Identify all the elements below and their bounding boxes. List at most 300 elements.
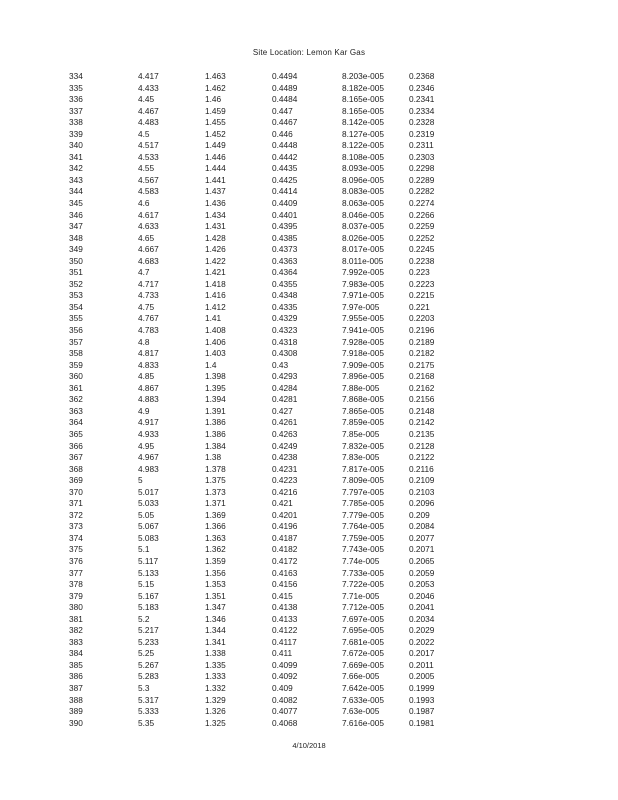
row-index-cell: 370 xyxy=(69,486,83,497)
col-value-2-cell: 1.363 xyxy=(205,532,226,543)
table-row xyxy=(0,337,618,349)
col-value-5-cell: 0.2071 xyxy=(409,544,435,555)
row-index-cell: 368 xyxy=(69,463,83,474)
row-index-cell: 389 xyxy=(69,706,83,717)
col-value-5-cell: 0.2034 xyxy=(409,613,435,624)
col-value-2-cell: 1.428 xyxy=(205,232,226,243)
col-value-1-cell: 4.767 xyxy=(138,313,159,324)
col-value-2-cell: 1.434 xyxy=(205,209,226,220)
col-value-3-cell: 0.4216 xyxy=(272,486,298,497)
col-value-1-cell: 4.65 xyxy=(138,232,155,243)
col-value-1-cell: 4.717 xyxy=(138,278,159,289)
col-value-5-cell: 0.1987 xyxy=(409,706,435,717)
row-index-cell: 378 xyxy=(69,579,83,590)
col-value-1-cell: 5.283 xyxy=(138,671,159,682)
col-value-3-cell: 0.4284 xyxy=(272,382,298,393)
col-value-4-cell: 7.71e-005 xyxy=(342,590,380,601)
col-value-4-cell: 8.108e-005 xyxy=(342,151,384,162)
col-value-4-cell: 7.865e-005 xyxy=(342,405,384,416)
col-value-3-cell: 0.4318 xyxy=(272,336,298,347)
col-value-1-cell: 4.833 xyxy=(138,359,159,370)
col-value-4-cell: 7.859e-005 xyxy=(342,417,384,428)
col-value-1-cell: 4.95 xyxy=(138,440,155,451)
col-value-1-cell: 4.5 xyxy=(138,128,150,139)
col-value-3-cell: 0.4238 xyxy=(272,452,298,463)
col-value-3-cell: 0.4425 xyxy=(272,174,298,185)
col-value-3-cell: 0.4201 xyxy=(272,509,298,520)
col-value-2-cell: 1.359 xyxy=(205,555,226,566)
col-value-1-cell: 5.033 xyxy=(138,498,159,509)
col-value-3-cell: 0.4385 xyxy=(272,232,298,243)
col-value-3-cell: 0.4489 xyxy=(272,82,298,93)
col-value-3-cell: 0.4138 xyxy=(272,602,298,613)
col-value-3-cell: 0.4196 xyxy=(272,521,298,532)
col-value-4-cell: 7.733e-005 xyxy=(342,567,384,578)
col-value-5-cell: 0.1993 xyxy=(409,694,435,705)
table-row xyxy=(0,152,618,164)
row-index-cell: 348 xyxy=(69,232,83,243)
table-row xyxy=(0,475,618,487)
col-value-2-cell: 1.384 xyxy=(205,440,226,451)
col-value-1-cell: 5.2 xyxy=(138,613,150,624)
col-value-3-cell: 0.4435 xyxy=(272,163,298,174)
col-value-3-cell: 0.4409 xyxy=(272,198,298,209)
col-value-5-cell: 0.2259 xyxy=(409,221,435,232)
col-value-3-cell: 0.4414 xyxy=(272,186,298,197)
table-row xyxy=(0,267,618,279)
col-value-4-cell: 8.046e-005 xyxy=(342,209,384,220)
row-index-cell: 373 xyxy=(69,521,83,532)
col-value-1-cell: 5 xyxy=(138,475,143,486)
col-value-4-cell: 7.97e-005 xyxy=(342,301,380,312)
row-index-cell: 367 xyxy=(69,452,83,463)
col-value-4-cell: 7.779e-005 xyxy=(342,509,384,520)
col-value-4-cell: 7.672e-005 xyxy=(342,648,384,659)
col-value-2-cell: 1.346 xyxy=(205,613,226,624)
row-index-cell: 377 xyxy=(69,567,83,578)
col-value-5-cell: 0.2041 xyxy=(409,602,435,613)
col-value-4-cell: 7.909e-005 xyxy=(342,359,384,370)
col-value-1-cell: 4.867 xyxy=(138,382,159,393)
col-value-4-cell: 8.203e-005 xyxy=(342,71,384,81)
col-value-5-cell: 0.221 xyxy=(409,301,430,312)
table-row xyxy=(0,221,618,233)
col-value-4-cell: 8.122e-005 xyxy=(342,140,384,151)
col-value-5-cell: 0.2022 xyxy=(409,636,435,647)
col-value-3-cell: 0.4329 xyxy=(272,313,298,324)
col-value-3-cell: 0.4364 xyxy=(272,267,298,278)
col-value-2-cell: 1.444 xyxy=(205,163,226,174)
col-value-2-cell: 1.395 xyxy=(205,382,226,393)
col-value-5-cell: 0.2368 xyxy=(409,71,435,81)
table-row xyxy=(0,660,618,672)
col-value-1-cell: 5.3 xyxy=(138,682,150,693)
col-value-1-cell: 5.333 xyxy=(138,706,159,717)
col-value-5-cell: 0.2274 xyxy=(409,198,435,209)
col-value-1-cell: 5.1 xyxy=(138,544,150,555)
col-value-2-cell: 1.41 xyxy=(205,313,222,324)
table-row xyxy=(0,625,618,637)
row-index-cell: 383 xyxy=(69,636,83,647)
col-value-2-cell: 1.462 xyxy=(205,82,226,93)
col-value-4-cell: 7.85e-005 xyxy=(342,428,380,439)
col-value-1-cell: 4.75 xyxy=(138,301,155,312)
col-value-1-cell: 4.617 xyxy=(138,209,159,220)
col-value-2-cell: 1.452 xyxy=(205,128,226,139)
row-index-cell: 351 xyxy=(69,267,83,278)
col-value-2-cell: 1.412 xyxy=(205,301,226,312)
row-index-cell: 336 xyxy=(69,94,83,105)
col-value-2-cell: 1.373 xyxy=(205,486,226,497)
col-value-5-cell: 0.2215 xyxy=(409,290,435,301)
col-value-1-cell: 5.117 xyxy=(138,555,159,566)
col-value-2-cell: 1.366 xyxy=(205,521,226,532)
col-value-1-cell: 5.317 xyxy=(138,694,159,705)
col-value-5-cell: 0.2053 xyxy=(409,579,435,590)
col-value-3-cell: 0.4261 xyxy=(272,417,298,428)
col-value-5-cell: 0.2238 xyxy=(409,255,435,266)
col-value-2-cell: 1.46 xyxy=(205,94,222,105)
col-value-1-cell: 4.55 xyxy=(138,163,155,174)
col-value-1-cell: 4.8 xyxy=(138,336,150,347)
col-value-5-cell: 0.2182 xyxy=(409,348,435,359)
table-row xyxy=(0,129,618,141)
col-value-1-cell: 4.433 xyxy=(138,82,159,93)
col-value-5-cell: 0.2252 xyxy=(409,232,435,243)
table-row xyxy=(0,591,618,603)
col-value-1-cell: 4.567 xyxy=(138,174,159,185)
col-value-1-cell: 5.233 xyxy=(138,636,159,647)
col-value-1-cell: 5.017 xyxy=(138,486,159,497)
col-value-1-cell: 4.483 xyxy=(138,117,159,128)
row-index-cell: 358 xyxy=(69,348,83,359)
col-value-5-cell: 0.2017 xyxy=(409,648,435,659)
col-value-5-cell: 0.2298 xyxy=(409,163,435,174)
col-value-1-cell: 4.467 xyxy=(138,105,159,116)
row-index-cell: 375 xyxy=(69,544,83,555)
col-value-2-cell: 1.406 xyxy=(205,336,226,347)
table-row xyxy=(0,568,618,580)
table-row xyxy=(0,175,618,187)
col-value-4-cell: 7.697e-005 xyxy=(342,613,384,624)
table-row xyxy=(0,302,618,314)
col-value-1-cell: 4.733 xyxy=(138,290,159,301)
row-index-cell: 335 xyxy=(69,82,83,93)
row-index-cell: 342 xyxy=(69,163,83,174)
col-value-3-cell: 0.4323 xyxy=(272,325,298,336)
col-value-2-cell: 1.449 xyxy=(205,140,226,151)
col-value-5-cell: 0.2282 xyxy=(409,186,435,197)
col-value-3-cell: 0.4308 xyxy=(272,348,298,359)
col-value-1-cell: 4.417 xyxy=(138,71,159,81)
col-value-4-cell: 7.63e-005 xyxy=(342,706,380,717)
col-value-5-cell: 0.2303 xyxy=(409,151,435,162)
col-value-2-cell: 1.416 xyxy=(205,290,226,301)
col-value-2-cell: 1.386 xyxy=(205,428,226,439)
col-value-5-cell: 0.2128 xyxy=(409,440,435,451)
col-value-1-cell: 4.783 xyxy=(138,325,159,336)
col-value-4-cell: 8.142e-005 xyxy=(342,117,384,128)
col-value-3-cell: 0.4448 xyxy=(272,140,298,151)
col-value-5-cell: 0.2311 xyxy=(409,140,434,151)
col-value-3-cell: 0.4117 xyxy=(272,636,297,647)
col-value-4-cell: 7.896e-005 xyxy=(342,371,384,382)
col-value-1-cell: 5.067 xyxy=(138,521,159,532)
col-value-1-cell: 4.817 xyxy=(138,348,159,359)
col-value-3-cell: 0.4182 xyxy=(272,544,298,555)
table-row xyxy=(0,429,618,441)
col-value-3-cell: 0.4068 xyxy=(272,717,298,728)
table-row xyxy=(0,556,618,568)
col-value-2-cell: 1.344 xyxy=(205,625,226,636)
row-index-cell: 354 xyxy=(69,301,83,312)
row-index-cell: 385 xyxy=(69,659,83,670)
col-value-1-cell: 4.933 xyxy=(138,428,159,439)
row-index-cell: 343 xyxy=(69,174,83,185)
row-index-cell: 338 xyxy=(69,117,83,128)
row-index-cell: 350 xyxy=(69,255,83,266)
col-value-5-cell: 0.2005 xyxy=(409,671,435,682)
row-index-cell: 352 xyxy=(69,278,83,289)
col-value-3-cell: 0.4092 xyxy=(272,671,298,682)
col-value-4-cell: 8.011e-005 xyxy=(342,255,384,266)
col-value-3-cell: 0.4122 xyxy=(272,625,298,636)
row-index-cell: 364 xyxy=(69,417,83,428)
col-value-4-cell: 8.093e-005 xyxy=(342,163,384,174)
col-value-4-cell: 7.992e-005 xyxy=(342,267,384,278)
table-row xyxy=(0,106,618,118)
col-value-5-cell: 0.2334 xyxy=(409,105,435,116)
row-index-cell: 379 xyxy=(69,590,83,601)
table-row xyxy=(0,487,618,499)
col-value-4-cell: 8.127e-005 xyxy=(342,128,384,139)
col-value-2-cell: 1.332 xyxy=(205,682,226,693)
col-value-2-cell: 1.422 xyxy=(205,255,226,266)
col-value-5-cell: 0.2328 xyxy=(409,117,435,128)
row-index-cell: 371 xyxy=(69,498,83,509)
col-value-5-cell: 0.2245 xyxy=(409,244,435,255)
table-row xyxy=(0,671,618,683)
col-value-3-cell: 0.4373 xyxy=(272,244,298,255)
col-value-2-cell: 1.441 xyxy=(205,174,226,185)
col-value-3-cell: 0.4249 xyxy=(272,440,298,451)
col-value-2-cell: 1.371 xyxy=(205,498,226,509)
col-value-1-cell: 5.133 xyxy=(138,567,159,578)
col-value-5-cell: 0.2319 xyxy=(409,128,435,139)
row-index-cell: 365 xyxy=(69,428,83,439)
table-row xyxy=(0,579,618,591)
col-value-2-cell: 1.341 xyxy=(205,636,226,647)
col-value-3-cell: 0.4223 xyxy=(272,475,298,486)
table-row xyxy=(0,417,618,429)
row-index-cell: 362 xyxy=(69,394,83,405)
col-value-2-cell: 1.362 xyxy=(205,544,226,555)
col-value-5-cell: 0.2142 xyxy=(409,417,435,428)
row-index-cell: 376 xyxy=(69,555,83,566)
col-value-1-cell: 4.517 xyxy=(138,140,159,151)
col-value-5-cell: 0.2096 xyxy=(409,498,435,509)
col-value-3-cell: 0.4077 xyxy=(272,706,298,717)
col-value-1-cell: 5.267 xyxy=(138,659,159,670)
col-value-5-cell: 0.2266 xyxy=(409,209,435,220)
table-row xyxy=(0,371,618,383)
col-value-3-cell: 0.4163 xyxy=(272,567,298,578)
row-index-cell: 340 xyxy=(69,140,83,151)
col-value-4-cell: 7.712e-005 xyxy=(342,602,384,613)
col-value-3-cell: 0.4263 xyxy=(272,428,298,439)
col-value-3-cell: 0.4363 xyxy=(272,255,298,266)
col-value-2-cell: 1.325 xyxy=(205,717,226,728)
col-value-4-cell: 8.165e-005 xyxy=(342,105,384,116)
row-index-cell: 360 xyxy=(69,371,83,382)
col-value-1-cell: 4.7 xyxy=(138,267,150,278)
col-value-4-cell: 7.764e-005 xyxy=(342,521,384,532)
table-row xyxy=(0,198,618,210)
col-value-1-cell: 5.167 xyxy=(138,590,159,601)
col-value-4-cell: 8.063e-005 xyxy=(342,198,384,209)
col-value-3-cell: 0.4172 xyxy=(272,555,298,566)
col-value-4-cell: 7.941e-005 xyxy=(342,325,384,336)
col-value-1-cell: 5.083 xyxy=(138,532,159,543)
col-value-1-cell: 4.683 xyxy=(138,255,159,266)
col-value-4-cell: 8.096e-005 xyxy=(342,174,384,185)
col-value-2-cell: 1.394 xyxy=(205,394,226,405)
col-value-2-cell: 1.326 xyxy=(205,706,226,717)
row-index-cell: 334 xyxy=(69,71,83,81)
table-row xyxy=(0,83,618,95)
col-value-4-cell: 7.797e-005 xyxy=(342,486,384,497)
table-row xyxy=(0,718,618,730)
col-value-1-cell: 5.25 xyxy=(138,648,155,659)
col-value-5-cell: 0.2341 xyxy=(409,94,435,105)
row-index-cell: 337 xyxy=(69,105,83,116)
col-value-2-cell: 1.386 xyxy=(205,417,226,428)
col-value-5-cell: 0.1999 xyxy=(409,682,435,693)
table-row xyxy=(0,325,618,337)
col-value-5-cell: 0.2122 xyxy=(409,452,435,463)
col-value-4-cell: 7.832e-005 xyxy=(342,440,384,451)
col-value-2-cell: 1.426 xyxy=(205,244,226,255)
col-value-5-cell: 0.2346 xyxy=(409,82,435,93)
col-value-1-cell: 5.217 xyxy=(138,625,159,636)
col-value-4-cell: 8.017e-005 xyxy=(342,244,384,255)
col-value-1-cell: 5.183 xyxy=(138,602,159,613)
row-index-cell: 353 xyxy=(69,290,83,301)
table-row xyxy=(0,441,618,453)
table-row xyxy=(0,510,618,522)
table-row xyxy=(0,186,618,198)
data-table xyxy=(0,71,618,729)
col-value-3-cell: 0.4082 xyxy=(272,694,298,705)
col-value-3-cell: 0.4156 xyxy=(272,579,298,590)
col-value-2-cell: 1.375 xyxy=(205,475,226,486)
col-value-3-cell: 0.4484 xyxy=(272,94,298,105)
col-value-4-cell: 7.817e-005 xyxy=(342,463,384,474)
col-value-3-cell: 0.4187 xyxy=(272,532,298,543)
col-value-1-cell: 4.667 xyxy=(138,244,159,255)
col-value-4-cell: 7.983e-005 xyxy=(342,278,384,289)
row-index-cell: 390 xyxy=(69,717,83,728)
col-value-1-cell: 4.633 xyxy=(138,221,159,232)
table-row xyxy=(0,637,618,649)
col-value-2-cell: 1.455 xyxy=(205,117,226,128)
col-value-5-cell: 0.2065 xyxy=(409,555,435,566)
col-value-4-cell: 7.928e-005 xyxy=(342,336,384,347)
col-value-4-cell: 7.616e-005 xyxy=(342,717,384,728)
col-value-3-cell: 0.4348 xyxy=(272,290,298,301)
row-index-cell: 356 xyxy=(69,325,83,336)
row-index-cell: 386 xyxy=(69,671,83,682)
col-value-1-cell: 4.583 xyxy=(138,186,159,197)
table-row xyxy=(0,163,618,175)
row-index-cell: 380 xyxy=(69,602,83,613)
table-row xyxy=(0,648,618,660)
col-value-2-cell: 1.378 xyxy=(205,463,226,474)
table-row xyxy=(0,117,618,129)
footer-date: 4/10/2018 xyxy=(292,741,326,750)
col-value-3-cell: 0.411 xyxy=(272,648,293,659)
row-index-cell: 363 xyxy=(69,405,83,416)
col-value-5-cell: 0.2029 xyxy=(409,625,435,636)
col-value-1-cell: 4.6 xyxy=(138,198,150,209)
row-index-cell: 366 xyxy=(69,440,83,451)
col-value-2-cell: 1.431 xyxy=(205,221,226,232)
col-value-3-cell: 0.4281 xyxy=(272,394,298,405)
col-value-5-cell: 0.2189 xyxy=(409,336,435,347)
table-row xyxy=(0,244,618,256)
col-value-5-cell: 0.2223 xyxy=(409,278,435,289)
col-value-2-cell: 1.369 xyxy=(205,509,226,520)
row-index-cell: 374 xyxy=(69,532,83,543)
col-value-2-cell: 1.4 xyxy=(205,359,217,370)
col-value-1-cell: 5.15 xyxy=(138,579,155,590)
row-index-cell: 357 xyxy=(69,336,83,347)
col-value-3-cell: 0.4442 xyxy=(272,151,298,162)
table-row xyxy=(0,706,618,718)
col-value-4-cell: 7.695e-005 xyxy=(342,625,384,636)
row-index-cell: 387 xyxy=(69,682,83,693)
col-value-4-cell: 7.785e-005 xyxy=(342,498,384,509)
col-value-4-cell: 7.74e-005 xyxy=(342,555,380,566)
col-value-3-cell: 0.415 xyxy=(272,590,293,601)
col-value-5-cell: 0.2084 xyxy=(409,521,435,532)
col-value-5-cell: 0.2156 xyxy=(409,394,435,405)
table-row xyxy=(0,383,618,395)
col-value-3-cell: 0.4293 xyxy=(272,371,298,382)
col-value-3-cell: 0.4395 xyxy=(272,221,298,232)
col-value-4-cell: 7.642e-005 xyxy=(342,682,384,693)
col-value-5-cell: 0.2116 xyxy=(409,463,434,474)
table-row xyxy=(0,544,618,556)
col-value-5-cell: 0.209 xyxy=(409,509,430,520)
col-value-1-cell: 4.883 xyxy=(138,394,159,405)
table-row xyxy=(0,94,618,106)
col-value-4-cell: 8.026e-005 xyxy=(342,232,384,243)
col-value-3-cell: 0.4401 xyxy=(272,209,298,220)
row-index-cell: 355 xyxy=(69,313,83,324)
table-row xyxy=(0,464,618,476)
col-value-4-cell: 7.955e-005 xyxy=(342,313,384,324)
col-value-4-cell: 8.165e-005 xyxy=(342,94,384,105)
table-row xyxy=(0,452,618,464)
page-title: Site Location: Lemon Kar Gas xyxy=(252,48,366,57)
table-row xyxy=(0,360,618,372)
table-row xyxy=(0,695,618,707)
col-value-3-cell: 0.4467 xyxy=(272,117,298,128)
row-index-cell: 369 xyxy=(69,475,83,486)
table-row xyxy=(0,256,618,268)
col-value-2-cell: 1.347 xyxy=(205,602,226,613)
